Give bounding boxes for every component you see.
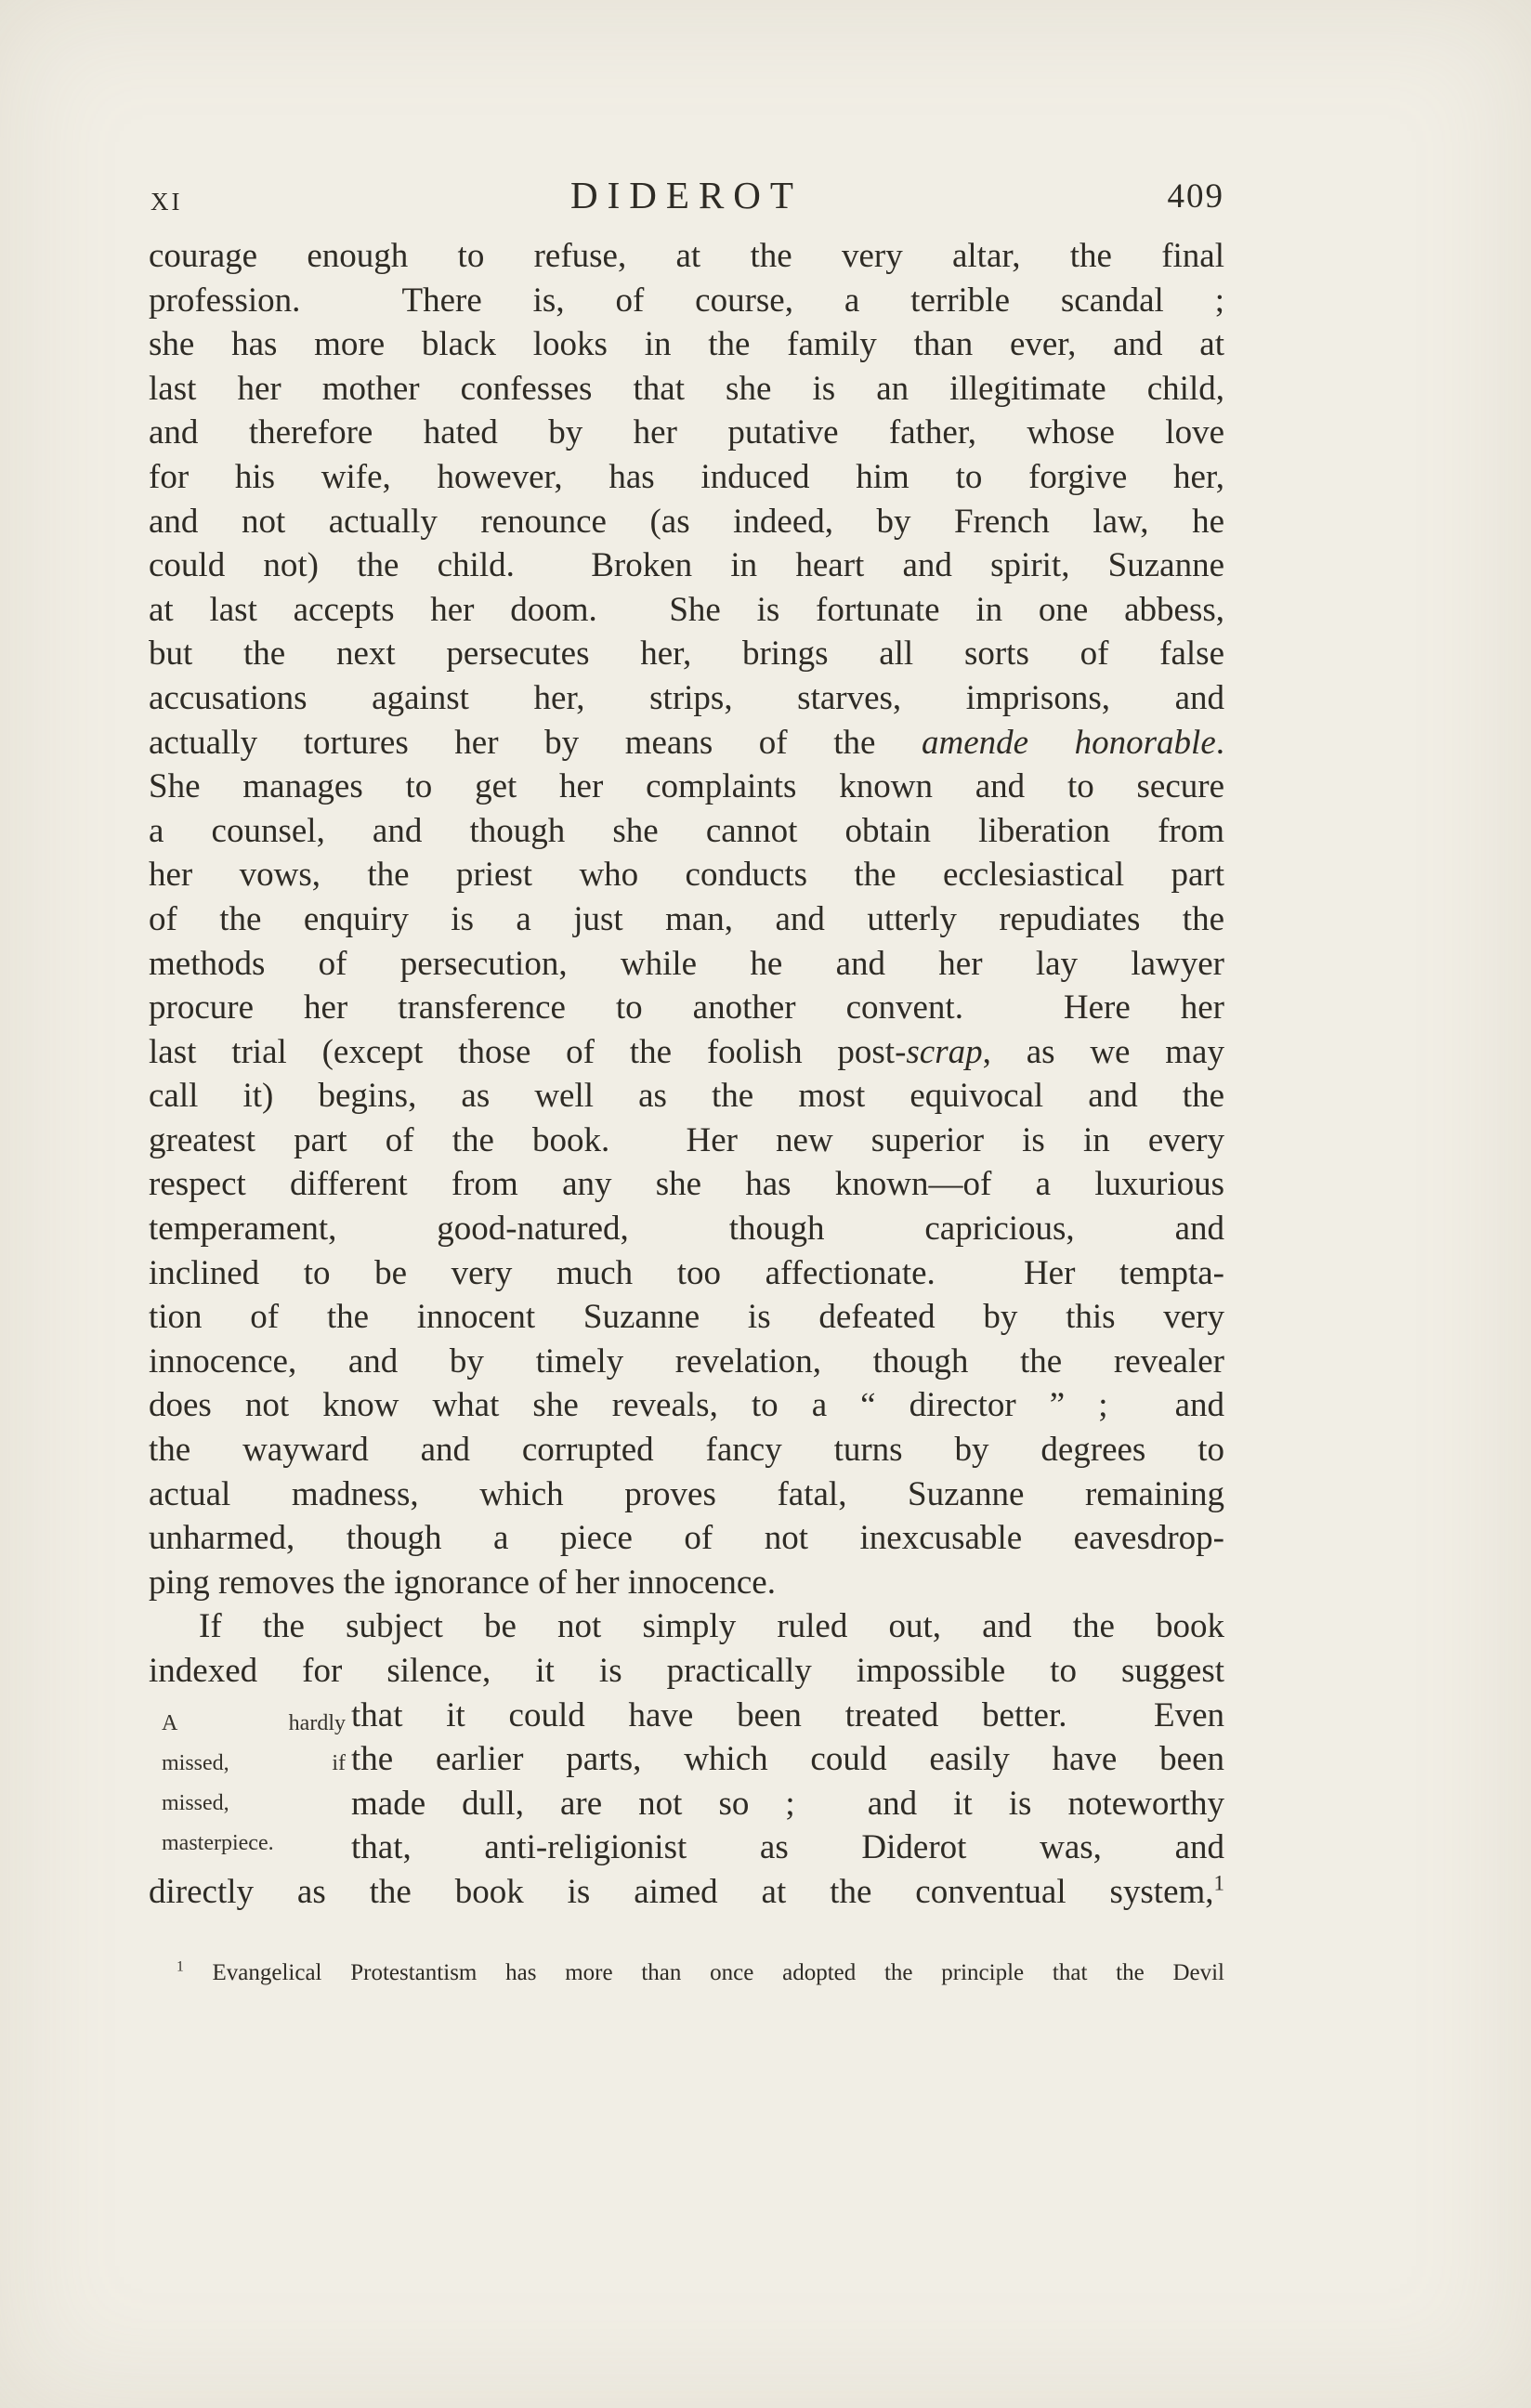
text-line: A hardly	[162, 1711, 346, 1735]
text-line: call it) begins, as well as the most equivocal and the	[149, 1077, 1224, 1116]
text-line: respect different from any she has known—of a luxurious	[149, 1165, 1224, 1204]
marginal-sidenote	[162, 1704, 346, 1864]
text-line: innocence, and by timely revelation, though the revealer	[149, 1341, 1224, 1381]
text-line: does not know what she reveals, to a “ director ” ; and	[149, 1386, 1224, 1425]
text-line: masterpiece.	[162, 1831, 274, 1855]
text-line: but the next persecutes her, brings all sorts of false	[149, 635, 1224, 674]
page-number: 409	[1167, 177, 1224, 216]
text-line: a counsel, and though she cannot obtain liberation from	[149, 811, 1224, 850]
running-title: DIDEROT	[570, 174, 803, 216]
paragraph-2-opening	[149, 1604, 1224, 1693]
text-line: procure her transference to another convent. Here her	[149, 988, 1224, 1027]
text-line: If the subject be not simply ruled out, and the book	[199, 1607, 1224, 1646]
text-line: the wayward and corrupted fancy turns by degrees to	[149, 1431, 1224, 1470]
text-line: for his wife, however, has induced him to forgive her,	[149, 457, 1224, 496]
body-text	[149, 234, 1224, 1989]
text-line: made dull, are not so ; and it is noteworthy	[351, 1784, 1224, 1823]
text-line: tion of the innocent Suzanne is defeated by this very	[149, 1298, 1224, 1337]
text-line: ping removes the ignorance of her innocence.	[149, 1563, 776, 1602]
text-line: methods of persecution, while he and her lay lawyer	[149, 944, 1224, 983]
text-line: greatest part of the book. Her new superior is in every	[149, 1120, 1224, 1159]
text-line: that it could have been treated better. Even	[351, 1695, 1224, 1734]
text-line: she has more black looks in the family than ever, and at	[149, 325, 1224, 364]
text-line: missed, if	[162, 1751, 346, 1775]
text-line: $^1$ Evangelical Protestantism has more than once adopted the principle that the Devil	[177, 1958, 1224, 1985]
text-line: her vows, the priest who conducts the ecclesiastical part	[149, 856, 1224, 895]
text-line: courage enough to refuse, at the very altar, the final	[149, 237, 1224, 275]
text-line: the earlier parts, which could easily have been	[351, 1740, 1224, 1779]
text-line: She manages to get her complaints known and to secure	[149, 767, 1224, 806]
text-line: last her mother confesses that she is an illegitimate child,	[149, 369, 1224, 408]
text-line: actual madness, which proves fatal, Suzanne remaining	[149, 1474, 1224, 1513]
text-line: last trial (except those of the foolish post-scrap, as we may	[149, 1032, 1224, 1071]
text-line: directly as the book is aimed at the conventual system,$^1$	[149, 1871, 1224, 1911]
text-line: missed,	[162, 1791, 229, 1815]
text-line: indexed for silence, it is practically impossible to suggest	[149, 1652, 1224, 1690]
text-line: inclined to be very much too affectionate. Her tempta-	[149, 1253, 1224, 1292]
text-line: actually tortures her by means of the amende honorable.	[149, 723, 1224, 762]
text-line: that, anti-religionist as Diderot was, and	[351, 1828, 1224, 1867]
text-line: accusations against her, strips, starves, imprisons, and	[149, 678, 1224, 717]
text-line: temperament, good-natured, though capricious, and	[149, 1210, 1224, 1249]
paragraph-1	[149, 234, 1224, 1604]
text-line: and therefore hated by her putative father, whose love	[149, 413, 1224, 452]
text-line: and not actually renounce (as indeed, by French law, he	[149, 502, 1224, 541]
page-header	[149, 173, 1224, 225]
text-line: of the enquiry is a just man, and utterly repudiates the	[149, 899, 1224, 938]
text-line: could not) the child. Broken in heart and spirit, Suzanne	[149, 546, 1224, 585]
text-line: profession. There is, of course, a terrible scandal ;	[149, 281, 1224, 320]
section-numeral: XI	[150, 188, 183, 216]
text-line: unharmed, though a piece of not inexcusable eavesdrop-	[149, 1519, 1224, 1558]
text-line: at last accepts her doom. She is fortunate in one abbess,	[149, 590, 1224, 629]
paragraph-2-closing	[149, 1870, 1224, 1915]
footnote	[149, 1957, 1224, 1989]
